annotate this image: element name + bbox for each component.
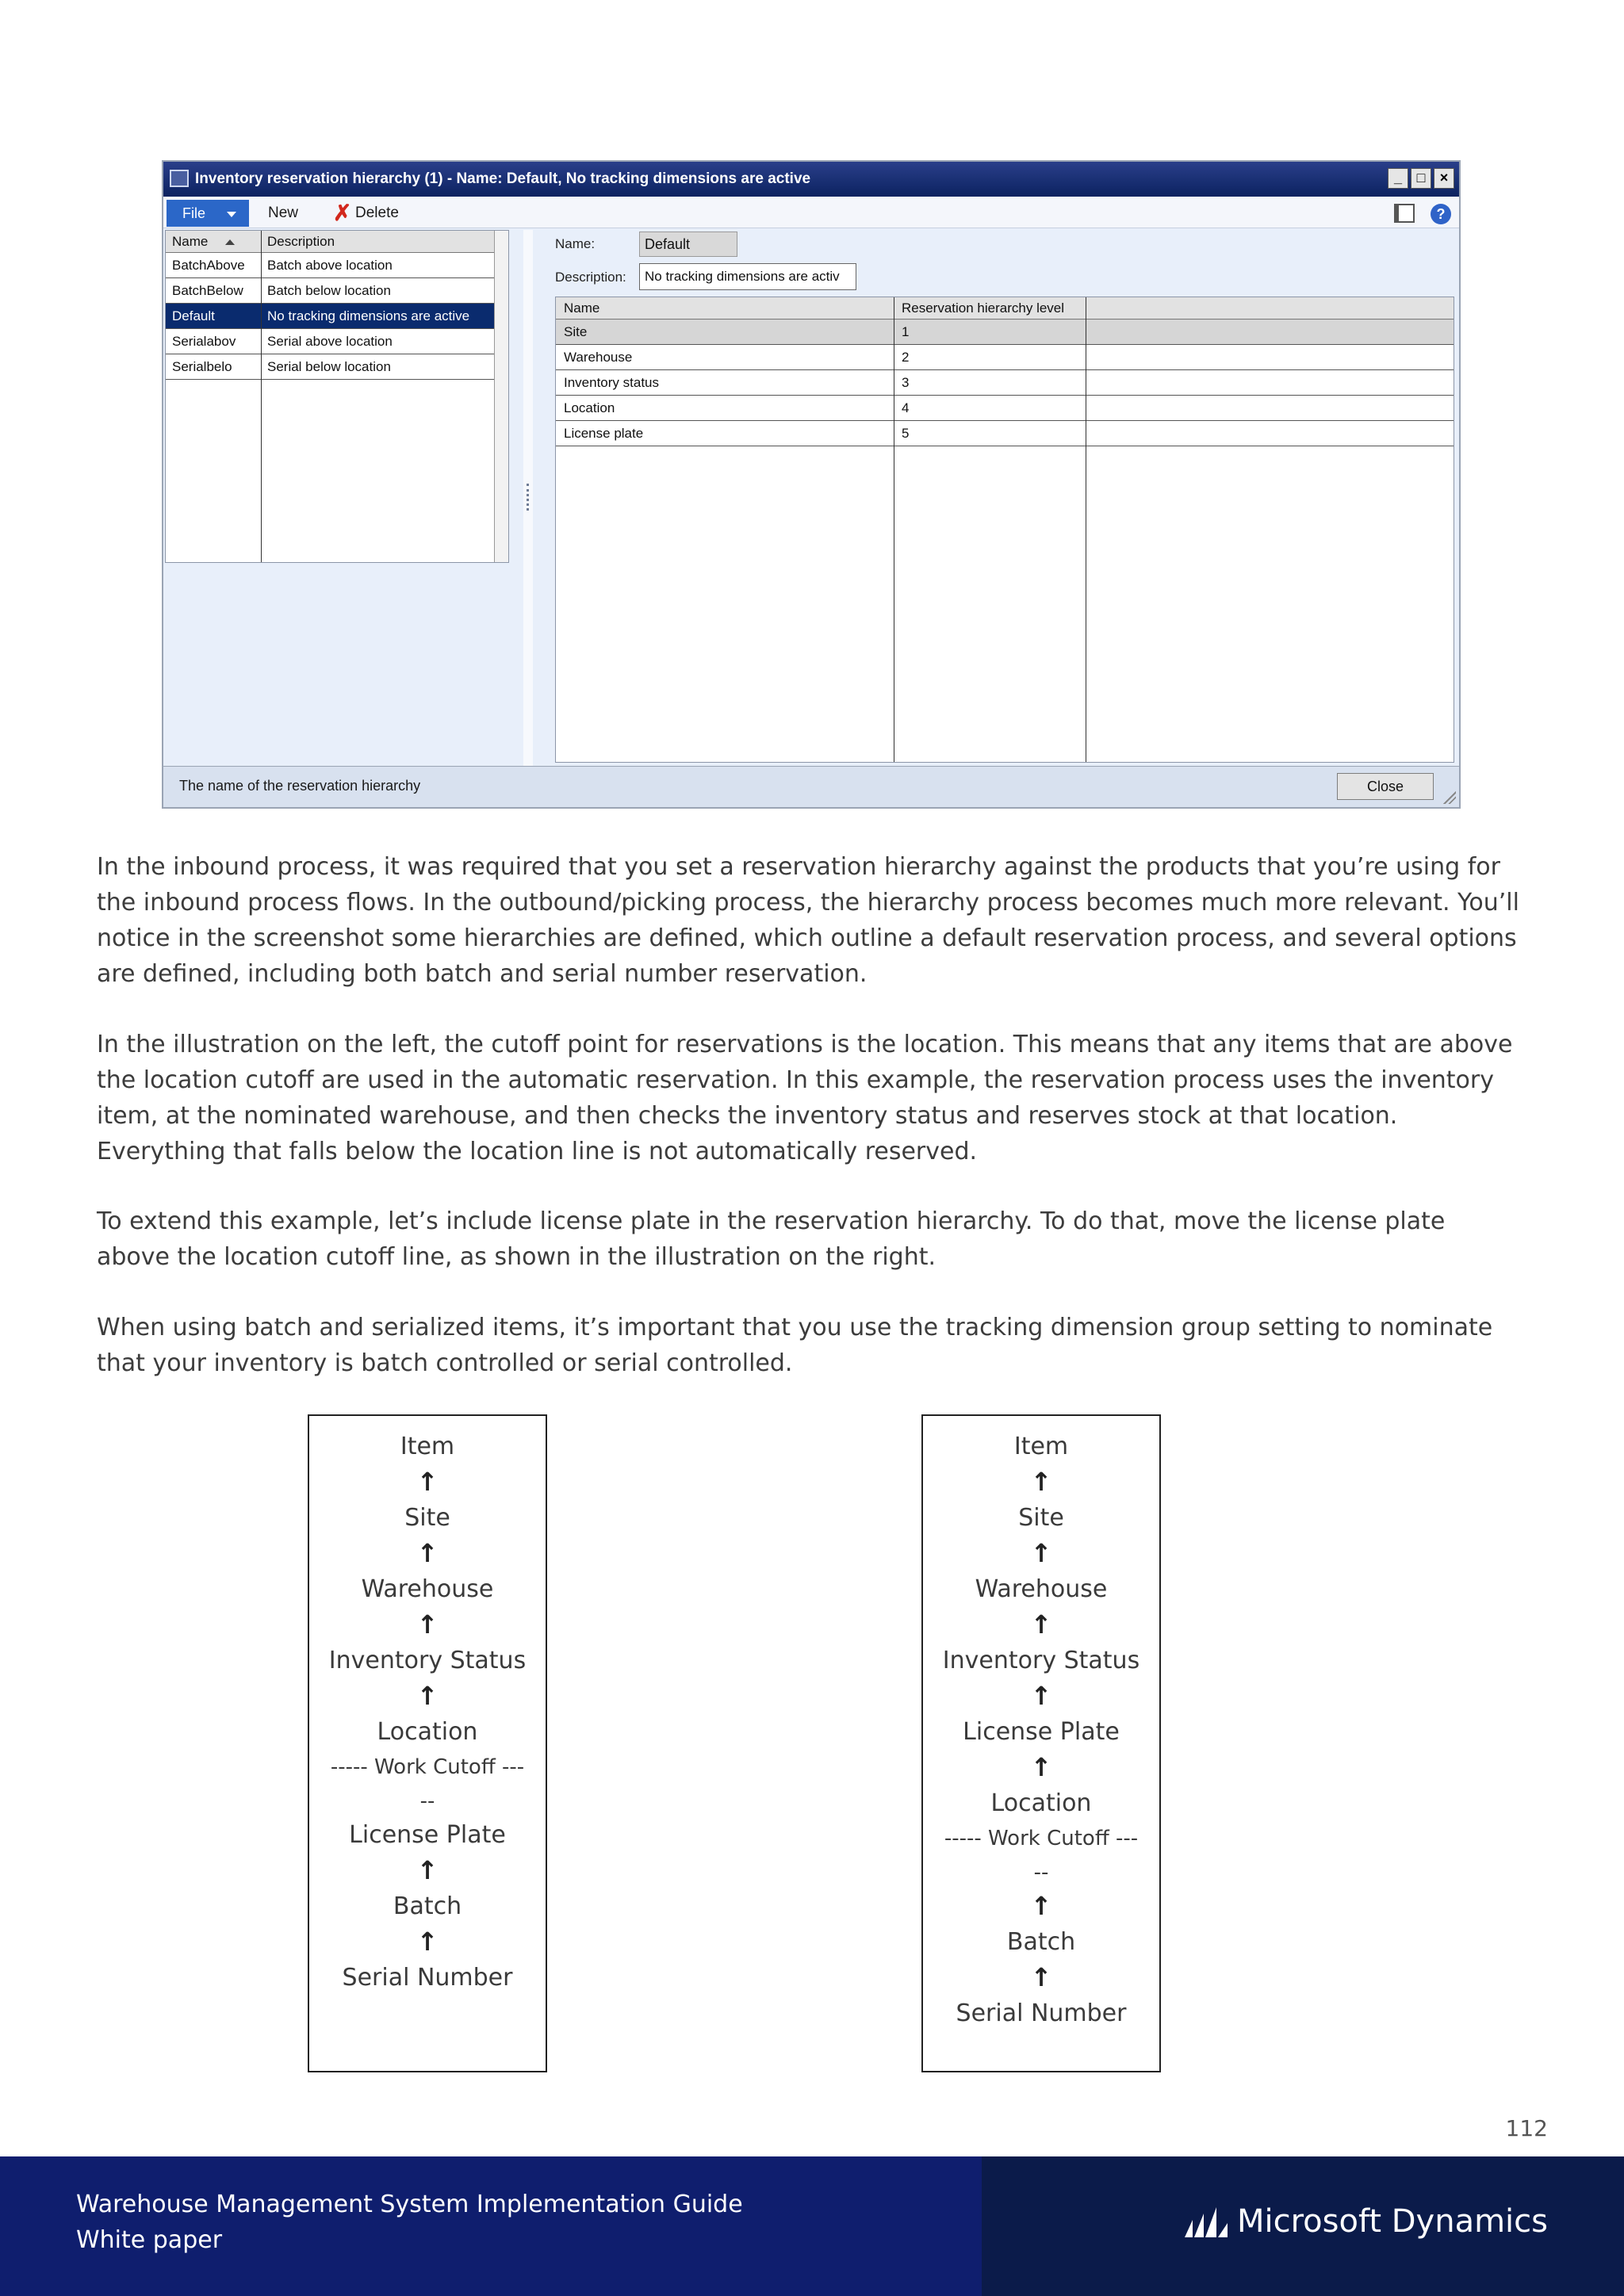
paragraph: In the inbound process, it was required that you set a reservation hierarchy against the products that you’re using for the inbound process flows. In the outbound/picking process, the hierarchy process becomes much more relevant. You’ll notice in the screenshot some hierarchies are defined, which outline a default reservation process, and several options are defined, including both batch and serial number reservation.: [97, 853, 1519, 988]
hierarchy-diagram-right: [921, 1414, 1161, 2072]
dynamics-logo-icon: [1185, 2206, 1229, 2237]
file-menu-button[interactable]: [167, 200, 249, 227]
list-scrollbar[interactable]: [494, 231, 508, 562]
hierarchy-label: Inventory Status: [942, 1647, 1140, 1674]
name-field[interactable]: Default: [639, 232, 737, 257]
up-arrow-icon: ↑: [1030, 1891, 1052, 1921]
file-label: File: [182, 205, 206, 221]
status-text: The name of the reservation hierarchy: [179, 778, 421, 794]
list-item-name: BatchBelow: [172, 283, 243, 298]
up-arrow-icon: ↑: [416, 1609, 439, 1640]
table-row[interactable]: [556, 345, 1454, 370]
page-number: 112: [1505, 2115, 1548, 2141]
grid-header: [556, 297, 1454, 320]
hierarchy-label: Warehouse: [361, 1575, 494, 1603]
hierarchy-label: Inventory Status: [328, 1647, 527, 1674]
list-item-description: Serial above location: [267, 334, 393, 349]
action-ribbon: [163, 197, 1459, 228]
layout-panel-icon[interactable]: [1394, 204, 1415, 223]
status-bar: [163, 766, 1459, 807]
close-icon[interactable]: ×: [1434, 168, 1454, 189]
description-field-label: Description:: [555, 270, 626, 285]
window-titlebar: [163, 162, 1459, 197]
reservation-hierarchy-window: [162, 160, 1461, 809]
row-name: Inventory status: [564, 375, 660, 390]
chevron-down-icon: [227, 212, 236, 217]
list-item-description: Batch above location: [267, 258, 393, 273]
minimize-icon[interactable]: _: [1388, 168, 1408, 189]
row-level: 5: [902, 426, 910, 441]
up-arrow-icon: ↑: [416, 1855, 439, 1885]
app-icon: [170, 170, 189, 187]
page-footer: [0, 2156, 1624, 2296]
list-item-description: No tracking dimensions are active: [267, 308, 470, 323]
maximize-icon[interactable]: □: [1411, 168, 1431, 189]
table-row[interactable]: [556, 370, 1454, 396]
hierarchy-label: Item: [1013, 1433, 1069, 1460]
description-field[interactable]: No tracking dimensions are activ: [639, 263, 856, 290]
up-arrow-icon: ↑: [1030, 1467, 1052, 1497]
list-item[interactable]: [166, 329, 494, 354]
delete-icon: ✗: [333, 201, 352, 225]
hierarchy-label: Batch: [1006, 1928, 1076, 1956]
up-arrow-icon: ↑: [1030, 1752, 1052, 1782]
pane-splitter[interactable]: [523, 230, 533, 766]
up-arrow-icon: ↑: [1030, 1681, 1052, 1711]
up-arrow-icon: ↑: [416, 1681, 439, 1711]
row-level: 4: [902, 400, 910, 415]
list-item-description: Serial below location: [267, 359, 391, 374]
resize-grip-icon[interactable]: [1443, 791, 1456, 804]
up-arrow-icon: ↑: [416, 1538, 439, 1568]
work-cutoff-line: ----- Work Cutoff ---: [330, 1755, 525, 1779]
list-item-selected[interactable]: [166, 304, 494, 329]
hierarchy-label: Serial Number: [956, 1999, 1127, 2027]
brand-name: Microsoft Dynamics: [1237, 2203, 1548, 2240]
row-name: License plate: [564, 426, 644, 441]
list-item[interactable]: [166, 278, 494, 304]
paragraph: When using batch and serialized items, it’s important that you use the tracking dimension group setting to nominate that your inventory is batch controlled or serial controlled.: [97, 1314, 1493, 1377]
row-level: 2: [902, 350, 910, 365]
row-name: Site: [564, 324, 588, 339]
list-item-name: Serialabov: [172, 334, 236, 349]
hierarchy-label: License Plate: [349, 1821, 506, 1849]
delete-label: Delete: [355, 205, 399, 221]
list-header-description[interactable]: Description: [267, 234, 335, 249]
help-icon[interactable]: ?: [1431, 204, 1451, 224]
sort-ascending-icon: [225, 239, 235, 245]
close-button[interactable]: Close: [1337, 773, 1434, 800]
list-item[interactable]: [166, 354, 494, 380]
list-item-description: Batch below location: [267, 283, 391, 298]
list-item-name: Serialbelo: [172, 359, 232, 374]
grid-header-level[interactable]: Reservation hierarchy level: [902, 300, 1065, 316]
row-name: Location: [564, 400, 615, 415]
hierarchy-label: Warehouse: [975, 1575, 1108, 1603]
ribbon-tools: [1394, 204, 1451, 224]
up-arrow-icon: ↑: [1030, 1609, 1052, 1640]
document-type: White paper: [76, 2226, 223, 2254]
hierarchy-label: Item: [400, 1433, 455, 1460]
document-title: Warehouse Management System Implementation Guide: [76, 2191, 743, 2218]
table-row[interactable]: [556, 421, 1454, 446]
hierarchy-levels-grid: [555, 297, 1454, 763]
work-cutoff-line: ----- Work Cutoff ---: [944, 1827, 1139, 1850]
hierarchy-label: License Plate: [963, 1718, 1120, 1746]
list-header-name[interactable]: Name: [166, 231, 261, 253]
hierarchy-label: Location: [377, 1718, 478, 1746]
work-cutoff-line-end: --: [1033, 1861, 1049, 1885]
table-row[interactable]: [556, 396, 1454, 421]
brand-logo: [1237, 2199, 1548, 2244]
paragraph: To extend this example, let’s include license plate in the reservation hierarchy. To do that, move the license plate above the location cutoff line, as shown in the illustration on the right.: [97, 1207, 1446, 1271]
list-item[interactable]: [166, 253, 494, 278]
up-arrow-icon: ↑: [416, 1927, 439, 1957]
row-level: 1: [902, 324, 910, 339]
column-divider: [261, 231, 262, 562]
delete-button[interactable]: [330, 200, 399, 227]
window-title: Inventory reservation hierarchy (1) - Name: Default, No tracking dimensions are active: [195, 170, 811, 187]
name-field-label: Name:: [555, 236, 596, 251]
up-arrow-icon: ↑: [416, 1467, 439, 1497]
hierarchy-label: Serial Number: [342, 1964, 513, 1992]
list-header: [166, 231, 494, 253]
list-item-name: Default: [172, 308, 215, 323]
hierarchy-label: Site: [1018, 1504, 1064, 1532]
grid-header-name[interactable]: Name: [564, 300, 600, 316]
hierarchy-list-grid: [165, 230, 509, 563]
up-arrow-icon: ↑: [1030, 1962, 1052, 1992]
window-controls: [1388, 168, 1454, 189]
hierarchy-label: Batch: [393, 1892, 462, 1920]
hierarchy-diagram-left: [308, 1414, 547, 2072]
splitter-grip-icon: [527, 484, 529, 511]
paragraph: In the illustration on the left, the cutoff point for reservations is the location. This means that any items that are above the location cutoff are used in the automatic reservation. In this example, the reservation process uses the inventory item, at the nominated warehouse, and then checks the inventory status and reserves stock at that location. Everything that falls below the location line is not automatically reserved.: [97, 1031, 1513, 1165]
list-item-name: BatchAbove: [172, 258, 245, 273]
hierarchy-label: Location: [990, 1789, 1092, 1817]
new-button[interactable]: New: [268, 205, 299, 221]
work-cutoff-line-end: --: [419, 1789, 435, 1813]
table-row[interactable]: [556, 320, 1454, 345]
up-arrow-icon: ↑: [1030, 1538, 1052, 1568]
row-level: 3: [902, 375, 910, 390]
hierarchy-label: Site: [404, 1504, 450, 1532]
row-name: Warehouse: [564, 350, 633, 365]
